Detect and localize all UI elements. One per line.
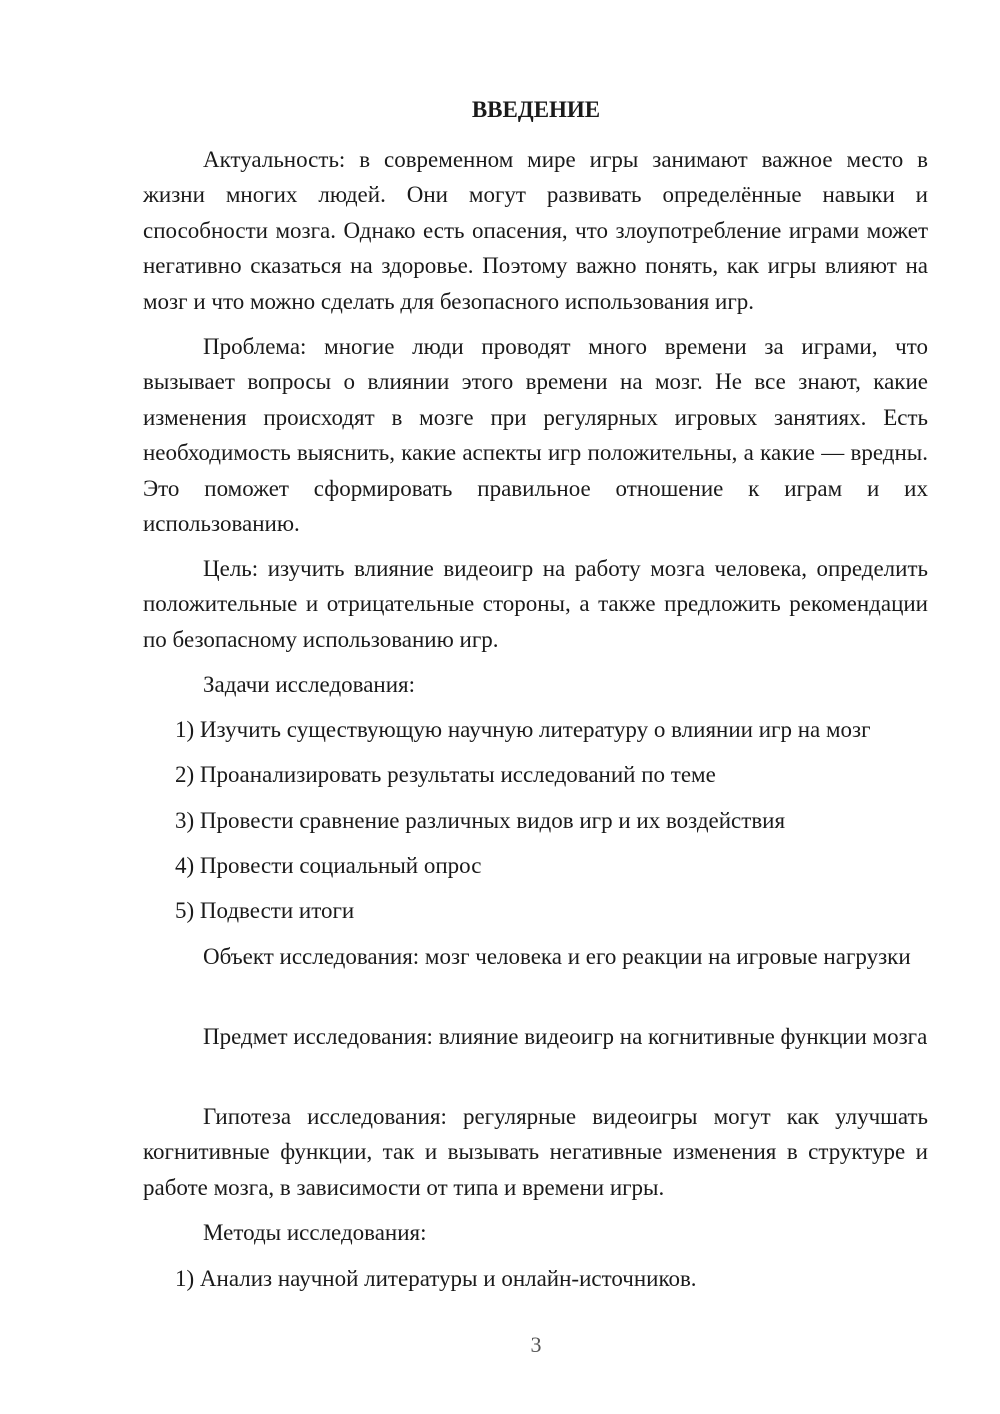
paragraph-hypothesis: Гипотеза исследования: регулярные видеоигры могут как улучшать когнитивные функции, так и вызывать негативные изменения в структуре и работе мозга, в зависимости от типа и времени игры. — [143, 1104, 928, 1200]
paragraph-goal: Цель: изучить влияние видеоигр на работу мозга человека, определить положительные и отрицательные стороны, а также предложить рекомендации по безопасному использованию игр. — [143, 556, 928, 652]
paragraph-relevance: Актуальность: в современном мире игры занимают важное место в жизни многих людей. Они могут развивать определённые навыки и способности мозга. Однако есть опасения, что злоупотребление играми может негативно сказаться на здоровье. Поэтому важно понять, как игры влияют на мозг и что можно сделать для безопасного использования игр. — [143, 147, 928, 314]
method-item: 1) Анализ научной литературы и онлайн-источников. — [175, 1266, 697, 1291]
paragraph-subject: Предмет исследования: влияние видеоигр на когнитивные функции мозга — [203, 1024, 928, 1049]
task-item: 1) Изучить существующую научную литературу о влиянии игр на мозг — [175, 717, 871, 742]
task-item: 2) Проанализировать результаты исследований по теме — [175, 762, 716, 787]
paragraph-object: Объект исследования: мозг человека и его реакции на игровые нагрузки — [203, 944, 911, 969]
task-item: 5) Подвести итоги — [175, 898, 355, 923]
task-item: 4) Провести социальный опрос — [175, 853, 482, 878]
page-number: 3 — [530, 1332, 542, 1357]
methods-heading: Методы исследования: — [203, 1220, 427, 1245]
paragraph-problem: Проблема: многие люди проводят много времени за играми, что вызывает вопросы о влиянии этого времени на мозг. Не все знают, какие изменения происходят в мозге при регулярных игровых занятиях. Есть необходимость выяснить, какие аспекты игр положительны, а какие — вредны. Это поможет сформировать правильное отношение к играм и их использованию. — [143, 334, 928, 537]
page-title: ВВЕДЕНИЕ — [471, 97, 601, 122]
tasks-heading: Задачи исследования: — [203, 672, 416, 697]
task-item: 3) Провести сравнение различных видов игр и их воздействия — [175, 808, 786, 833]
